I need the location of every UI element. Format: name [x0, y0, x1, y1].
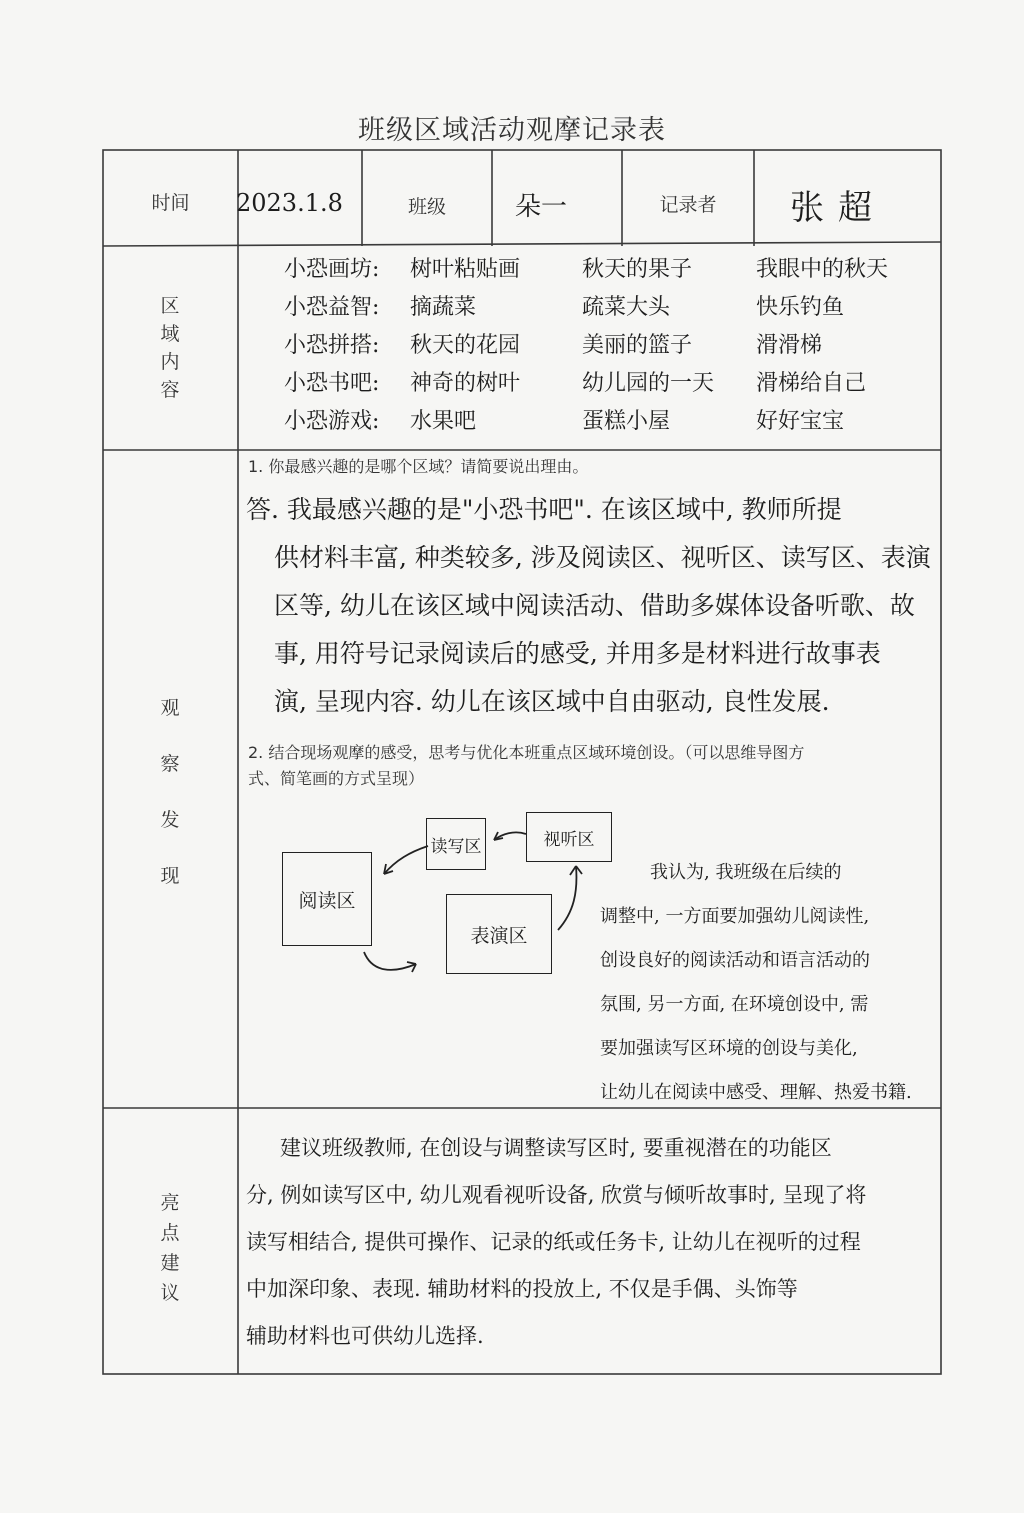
class-value: 朵一: [515, 192, 568, 222]
area-cell: 树叶粘贴画: [410, 257, 521, 282]
area-cell: 好好宝宝: [756, 409, 845, 434]
area-cell: 快乐钓鱼: [756, 295, 845, 320]
question-1: 1. 你最感兴趣的是哪个区域？请简要说出理由。: [248, 457, 589, 476]
handwritten-line: 事, 用符号记录阅读后的感受, 并用多是材料进行故事表: [274, 639, 881, 668]
read-area-box: 阅读区: [282, 852, 372, 946]
handwritten-line: 要加强读写区环境的创设与美化,: [600, 1038, 858, 1059]
area-cell: 水果吧: [410, 409, 477, 434]
highlight-label: 亮 点 建 议: [160, 1192, 180, 1304]
area-cell: 滑滑梯: [756, 333, 823, 358]
handwritten-line: 我认为, 我班级在后续的: [650, 862, 842, 883]
handwritten-line: 辅助材料也可供幼儿选择.: [246, 1324, 484, 1348]
area-cell: 小恐益智:: [284, 295, 380, 320]
handwritten-line: 区等, 幼儿在该区域中阅读活动、借助多媒体设备听歌、故: [274, 591, 915, 620]
handwritten-line: 创设良好的阅读活动和语言活动的: [600, 950, 870, 971]
area-cell: 秋天的果子: [582, 257, 693, 282]
class-label: 班级: [407, 196, 446, 218]
handwritten-line: 分, 例如读写区中, 幼儿观看视听设备, 欣赏与倾听故事时, 呈现了将: [246, 1183, 867, 1207]
handwritten-line: 让幼儿在阅读中感受、理解、热爱书籍.: [600, 1082, 912, 1103]
area-cell: 秋天的花园: [410, 333, 521, 358]
handwritten-line: 供材料丰富, 种类较多, 涉及阅读区、视听区、读写区、表演: [274, 543, 931, 572]
area-cell: 美丽的篮子: [582, 333, 693, 358]
page-title: 班级区域活动观摩记录表: [358, 115, 666, 146]
area-cell: 小恐游戏:: [284, 409, 380, 434]
write-area-box: 读写区: [426, 818, 486, 870]
time-value: 2023.1.8: [236, 189, 343, 217]
area-cell: 小恐书吧:: [284, 371, 380, 396]
area-cell: 疏菜大头: [582, 295, 671, 320]
area-cell: 幼儿园的一天: [582, 371, 715, 396]
question-2-cont: 式、简笔画的方式呈现）: [248, 769, 425, 788]
area-cell: 摘蔬菜: [410, 295, 477, 320]
listen-area-box: 视听区: [526, 812, 612, 862]
area-cell: 蛋糕小屋: [582, 409, 671, 434]
handwritten-line: 读写相结合, 提供可操作、记录的纸或任务卡, 让幼儿在视听的过程: [246, 1230, 861, 1254]
area-cell: 小恐画坊:: [284, 257, 380, 282]
handwritten-line: 氛围, 另一方面, 在环境创设中, 需: [600, 994, 869, 1015]
area-cell: 滑梯给自己: [756, 371, 867, 396]
area-cell: 神奇的树叶: [410, 371, 521, 396]
area-cell: 小恐拼搭:: [284, 333, 380, 358]
perform-area-box: 表演区: [446, 894, 552, 974]
handwritten-line: 调整中, 一方面要加强幼儿阅读性,: [600, 906, 870, 927]
question-2: 2. 结合现场观摩的感受，思考与优化本班重点区域环境创设。（可以思维导图方: [248, 743, 805, 762]
recorder-label: 记录者: [659, 194, 717, 216]
recorder-value: 张超: [790, 188, 886, 228]
area-label: 区 域 内 容: [160, 295, 180, 401]
area-cell: 我眼中的秋天: [756, 257, 889, 282]
observe-label: 观 察 发 现: [160, 697, 180, 887]
handwritten-line: 建议班级教师, 在创设与调整读写区时, 要重视潜在的功能区: [280, 1136, 832, 1160]
handwritten-line: 中加深印象、表现. 辅助材料的投放上, 不仅是手偶、头饰等: [246, 1277, 798, 1301]
time-label: 时间: [151, 192, 190, 214]
handwritten-line: 答. 我最感兴趣的是"小恐书吧". 在该区域中, 教师所提: [246, 495, 842, 524]
handwritten-line: 演, 呈现内容. 幼儿在该区域中自由驱动, 良性发展.: [274, 687, 830, 716]
